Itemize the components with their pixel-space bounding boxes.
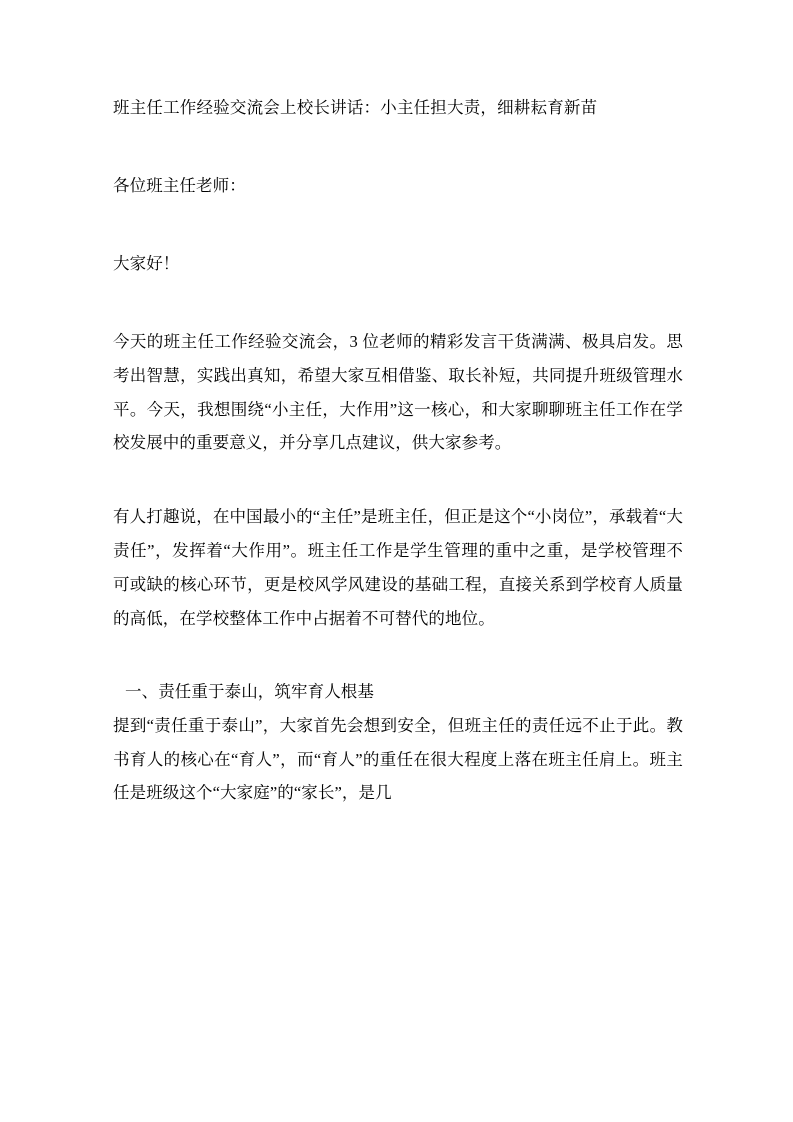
greeting: 大家好！ xyxy=(113,254,180,274)
spacer xyxy=(113,281,683,325)
salutation: 各位班主任老师： xyxy=(113,176,246,196)
spacer xyxy=(113,460,683,500)
paragraph-1: 今天的班主任工作经验交流会，3 位老师的精彩发言干货满满、极具启发。思考出智慧，实践出真知，希望大家互相借鉴、取长补短，共同提升班级管理水平。今天，我想围绕“小主任，大作用”这一核心，和大家聊聊班主任工作在学校发展中的重要意义，并分享几点建议，供大家参考。 xyxy=(113,332,683,453)
document-content xyxy=(113,95,683,810)
spacer xyxy=(113,636,683,676)
section-heading: 一、责任重于泰山，筑牢育人根基 xyxy=(125,681,374,701)
paragraph-2: 有人打趣说，在中国最小的“主任”是班主任，但正是这个“小岗位”，承载着“大责任”，发挥着“大作用”。班主任工作是学生管理的重中之重，是学校管理不可或缺的核心环节，更是校风学风建设的基础工程，直接关系到学校育人质量的高低，在学校整体工作中占据着不可替代的地位。 xyxy=(113,507,683,628)
spacer xyxy=(113,121,683,169)
spacer xyxy=(113,203,683,247)
section-body: 提到“责任重于泰山”，大家首先会想到安全，但班主任的责任远不止于此。教书育人的核心在“育人”，而“育人”的重任在很大程度上落在班主任肩上。班主任是班级这个“大家庭”的“家长”，是几 xyxy=(113,715,683,803)
page-title: 班主任工作经验交流会上校长讲话：小主任担大责，细耕耘育新苗 xyxy=(113,98,598,117)
